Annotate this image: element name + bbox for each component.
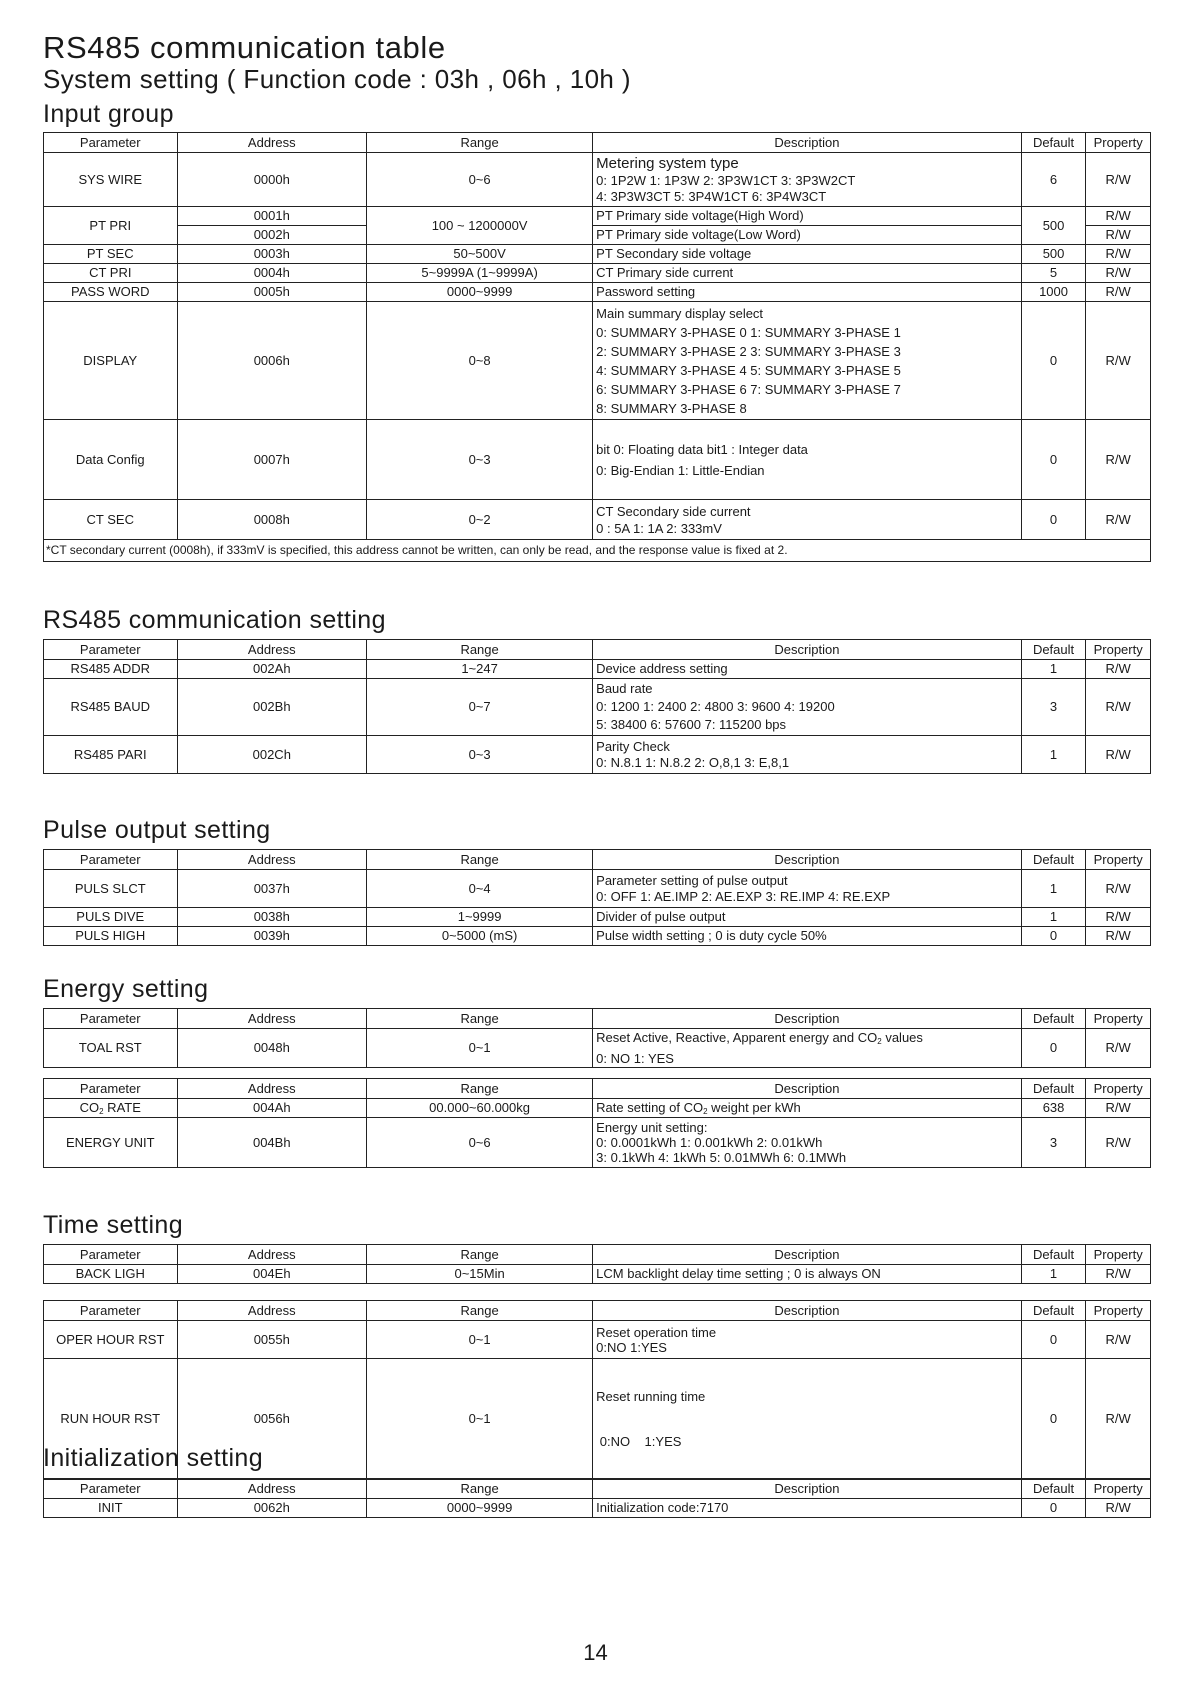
cell-param: PASS WORD [44, 283, 178, 302]
cell-description: CT Primary side current [593, 264, 1022, 283]
header-default: Default [1021, 1301, 1086, 1321]
desc-line: Main summary display select [596, 305, 764, 321]
table-header-row [44, 1079, 1151, 1099]
desc-line: 0: Big-Endian 1: Little-Endian [596, 462, 765, 478]
param-text: CO [79, 1099, 100, 1115]
cell-property: R/W [1086, 1099, 1151, 1118]
header-parameter: Parameter [44, 1301, 178, 1321]
cell-param: RS485 PARI [44, 736, 178, 774]
cell-param: RUN HOUR RST [44, 1359, 178, 1480]
cell-address: 004Eh [177, 1265, 367, 1284]
cell-default: 1 [1021, 736, 1086, 774]
desc-line: 0: 0.0001kWh 1: 0.001kWh 2: 0.01kWh [596, 1135, 823, 1150]
cell-range: 0~4 [367, 870, 593, 908]
table-row [44, 1321, 1151, 1359]
cell-default: 1 [1021, 870, 1086, 908]
subscript: 2 [877, 1037, 882, 1046]
table-row [44, 153, 1151, 207]
header-property: Property [1086, 1245, 1151, 1265]
cell-param: ENERGY UNIT [44, 1118, 178, 1168]
energy-unit-table [43, 1078, 1151, 1168]
cell-param: OPER HOUR RST [44, 1321, 178, 1359]
header-description: Description [593, 1301, 1022, 1321]
cell-range: 00.000~60.000kg [367, 1099, 593, 1118]
cell-address: 0037h [177, 870, 367, 908]
cell-range: 50~500V [367, 245, 593, 264]
cell-description: Device address setting [593, 660, 1022, 679]
table-header-row [44, 1479, 1151, 1499]
cell-property: R/W [1086, 1359, 1151, 1480]
cell-description: LCM backlight delay time setting ; 0 is always ON [593, 1265, 1022, 1284]
cell-range: 0000~9999 [367, 1499, 593, 1518]
cell-property: R/W [1086, 1118, 1151, 1168]
desc-line: CT Secondary side current [596, 503, 751, 519]
cell-description: Pulse width setting ; 0 is duty cycle 50% [593, 927, 1022, 946]
cell-property: R/W [1086, 245, 1151, 264]
cell-param: PT PRI [44, 207, 178, 245]
cell-param: BACK LIGH [44, 1265, 178, 1284]
cell-property: R/W [1086, 1265, 1151, 1284]
backlight-table [43, 1244, 1151, 1284]
header-range: Range [367, 1301, 593, 1321]
cell-default: 1 [1021, 908, 1086, 927]
table-row [44, 927, 1151, 946]
cell-param: CT PRI [44, 264, 178, 283]
cell-address: 0005h [177, 283, 367, 302]
desc-line: 0: N.8.1 1: N.8.2 2: O,8,1 3: E,8,1 [596, 754, 790, 770]
desc-line: bit 0: Floating data bit1 : Integer data [596, 441, 808, 457]
header-description: Description [593, 1245, 1022, 1265]
desc-line: 0:NO 1:YES [596, 1339, 667, 1355]
cell-param: CT SEC [44, 500, 178, 540]
header-parameter: Parameter [44, 640, 178, 660]
section-heading-time: Time setting [43, 1211, 184, 1239]
header-parameter: Parameter [44, 1245, 178, 1265]
cell-description [593, 500, 1022, 540]
cell-range: 0~7 [367, 679, 593, 736]
cell-address: 002Bh [177, 679, 367, 736]
desc-line: Metering system type [596, 154, 739, 172]
cell-range: 1~9999 [367, 908, 593, 927]
table-row [44, 870, 1151, 908]
section-heading-energy: Energy setting [43, 975, 209, 1003]
desc-line: Parameter setting of pulse output [596, 872, 788, 888]
header-range: Range [367, 1009, 593, 1029]
header-range: Range [367, 1245, 593, 1265]
ct-secondary-note: *CT secondary current (0008h), if 333mV is specified, this address cannot be written, can only be read, and the response value is fixed at 2. [44, 540, 1151, 562]
table-header-row [44, 133, 1151, 153]
cell-range: 5~9999A (1~9999A) [367, 264, 593, 283]
cell-description [593, 1099, 1022, 1118]
table-row [44, 1265, 1151, 1284]
input-group-table [43, 132, 1151, 562]
section-heading-initialization: Initialization setting [43, 1444, 264, 1472]
header-description: Description [593, 1479, 1022, 1499]
cell-default: 0 [1021, 927, 1086, 946]
cell-address: 0003h [177, 245, 367, 264]
header-range: Range [367, 1079, 593, 1099]
section-heading-input-group: Input group [43, 100, 174, 128]
cell-address: 0002h [177, 226, 367, 245]
cell-description [593, 1359, 1022, 1480]
header-default: Default [1021, 1079, 1086, 1099]
cell-property: R/W [1086, 870, 1151, 908]
section-heading-rs485: RS485 communication setting [43, 606, 386, 634]
desc-line: Parity Check [596, 738, 670, 754]
header-default: Default [1021, 850, 1086, 870]
desc-line: 0: 1200 1: 2400 2: 4800 3: 9600 4: 19200 [596, 699, 835, 714]
cell-default: 6 [1021, 153, 1086, 207]
cell-range: 1~247 [367, 660, 593, 679]
cell-default: 0 [1021, 420, 1086, 500]
cell-default: 1 [1021, 1265, 1086, 1284]
cell-property: R/W [1086, 736, 1151, 774]
table-row [44, 908, 1151, 927]
cell-description [593, 153, 1022, 207]
header-address: Address [177, 640, 367, 660]
table-note-row [44, 540, 1151, 562]
header-parameter: Parameter [44, 850, 178, 870]
header-description: Description [593, 640, 1022, 660]
desc-line: 5: 38400 6: 57600 7: 115200 bps [596, 717, 787, 732]
cell-address: 002Ch [177, 736, 367, 774]
pulse-table [43, 849, 1151, 946]
subscript: 2 [703, 1106, 708, 1116]
cell-param: TOAL RST [44, 1029, 178, 1068]
cell-description [593, 302, 1022, 420]
desc-line: 0:NO 1:YES [596, 1434, 682, 1449]
desc-line: Baud rate [596, 681, 653, 696]
desc-line: 0: OFF 1: AE.IMP 2: AE.EXP 3: RE.IMP 4: RE.EXP [596, 888, 891, 904]
header-range: Range [367, 850, 593, 870]
param-text: RATE [103, 1099, 141, 1115]
table-header-row [44, 1245, 1151, 1265]
table-row [44, 207, 1151, 226]
header-description: Description [593, 133, 1022, 153]
header-address: Address [177, 1245, 367, 1265]
cell-param: PULS DIVE [44, 908, 178, 927]
header-default: Default [1021, 1245, 1086, 1265]
header-address: Address [177, 133, 367, 153]
table-row [44, 1118, 1151, 1168]
cell-range: 100 ~ 1200000V [367, 207, 593, 245]
desc-line: 4: 3P3W3CT 5: 3P4W1CT 6: 3P4W3CT [596, 188, 827, 204]
desc-line: 0: 1P2W 1: 1P3W 2: 3P3W1CT 3: 3P3W2CT [596, 172, 856, 188]
desc-line: 0: SUMMARY 3-PHASE 0 1: SUMMARY 3-PHASE 1 [596, 324, 901, 340]
desc-line: 4: SUMMARY 3-PHASE 4 5: SUMMARY 3-PHASE 5 [596, 362, 901, 378]
cell-range: 0~6 [367, 153, 593, 207]
cell-default: 1000 [1021, 283, 1086, 302]
header-address: Address [177, 1079, 367, 1099]
header-property: Property [1086, 850, 1151, 870]
cell-default: 638 [1021, 1099, 1086, 1118]
header-address: Address [177, 1479, 367, 1499]
desc-line: Energy unit setting: [596, 1120, 708, 1135]
header-default: Default [1021, 133, 1086, 153]
cell-description: PT Primary side voltage(High Word) [593, 207, 1022, 226]
cell-description: Divider of pulse output [593, 908, 1022, 927]
cell-param: RS485 BAUD [44, 679, 178, 736]
header-range: Range [367, 640, 593, 660]
header-address: Address [177, 1009, 367, 1029]
table-row [44, 500, 1151, 540]
cell-address: 004Ah [177, 1099, 367, 1118]
cell-range: 0~3 [367, 736, 593, 774]
page-number: 14 [583, 1640, 608, 1665]
header-parameter: Parameter [44, 133, 178, 153]
cell-description: Initialization code:7170 [593, 1499, 1022, 1518]
cell-property: R/W [1086, 420, 1151, 500]
cell-property: R/W [1086, 1321, 1151, 1359]
table-row [44, 1499, 1151, 1518]
cell-range: 0~3 [367, 420, 593, 500]
cell-param: SYS WIRE [44, 153, 178, 207]
cell-description [593, 736, 1022, 774]
cell-description: Password setting [593, 283, 1022, 302]
cell-description [593, 1029, 1022, 1068]
cell-description: PT Primary side voltage(Low Word) [593, 226, 1022, 245]
table-header-row [44, 1009, 1151, 1029]
cell-param: PULS HIGH [44, 927, 178, 946]
cell-default: 5 [1021, 264, 1086, 283]
cell-property: R/W [1086, 283, 1151, 302]
cell-property: R/W [1086, 1029, 1151, 1068]
desc-text: values [881, 1030, 923, 1045]
header-description: Description [593, 1009, 1022, 1029]
header-address: Address [177, 1301, 367, 1321]
desc-line [596, 1029, 1021, 1050]
desc-line: 0: NO 1: YES [596, 1051, 674, 1066]
desc-text: weight per kWh [707, 1099, 801, 1115]
desc-text: Rate setting of CO [596, 1099, 704, 1115]
cell-address: 0000h [177, 153, 367, 207]
cell-range: 0~1 [367, 1029, 593, 1068]
cell-address: 0056h [177, 1359, 367, 1480]
header-default: Default [1021, 640, 1086, 660]
table-row [44, 1099, 1151, 1118]
header-property: Property [1086, 133, 1151, 153]
page-title: RS485 communication table [43, 30, 446, 65]
cell-description: PT Secondary side voltage [593, 245, 1022, 264]
cell-default: 3 [1021, 1118, 1086, 1168]
header-property: Property [1086, 1479, 1151, 1499]
cell-range: 0000~9999 [367, 283, 593, 302]
table-row [44, 420, 1151, 500]
cell-address: 0001h [177, 207, 367, 226]
header-property: Property [1086, 1301, 1151, 1321]
cell-description [593, 870, 1022, 908]
header-default: Default [1021, 1479, 1086, 1499]
initialization-table [43, 1478, 1151, 1518]
cell-property: R/W [1086, 927, 1151, 946]
cell-param: RS485 ADDR [44, 660, 178, 679]
cell-default: 500 [1021, 207, 1086, 245]
desc-line: Reset running time [596, 1389, 706, 1404]
cell-address: 0008h [177, 500, 367, 540]
cell-default: 0 [1021, 500, 1086, 540]
cell-property: R/W [1086, 302, 1151, 420]
table-row [44, 679, 1151, 736]
cell-default: 0 [1021, 1321, 1086, 1359]
cell-property: R/W [1086, 264, 1151, 283]
cell-param [44, 1099, 178, 1118]
cell-param: PT SEC [44, 245, 178, 264]
cell-address: 0039h [177, 927, 367, 946]
header-property: Property [1086, 1009, 1151, 1029]
cell-property: R/W [1086, 908, 1151, 927]
header-range: Range [367, 1479, 593, 1499]
desc-line: 8: SUMMARY 3-PHASE 8 [596, 400, 747, 416]
cell-range: 0~2 [367, 500, 593, 540]
table-row [44, 302, 1151, 420]
desc-text: Reset Active, Reactive, Apparent energy and CO [596, 1030, 878, 1045]
cell-address: 0004h [177, 264, 367, 283]
table-row [44, 736, 1151, 774]
cell-property: R/W [1086, 207, 1151, 226]
table-row [44, 1029, 1151, 1068]
cell-default: 0 [1021, 1499, 1086, 1518]
table-header-row [44, 1301, 1151, 1321]
cell-property: R/W [1086, 1499, 1151, 1518]
table-row [44, 264, 1151, 283]
header-description: Description [593, 1079, 1022, 1099]
cell-address: 004Bh [177, 1118, 367, 1168]
cell-range: 0~1 [367, 1359, 593, 1480]
header-property: Property [1086, 1079, 1151, 1099]
cell-range: 0~6 [367, 1118, 593, 1168]
cell-default: 1 [1021, 660, 1086, 679]
cell-property: R/W [1086, 153, 1151, 207]
cell-default: 0 [1021, 1359, 1086, 1480]
cell-default: 3 [1021, 679, 1086, 736]
cell-property: R/W [1086, 500, 1151, 540]
cell-param: PULS SLCT [44, 870, 178, 908]
header-parameter: Parameter [44, 1479, 178, 1499]
table-header-row [44, 850, 1151, 870]
header-default: Default [1021, 1009, 1086, 1029]
rs485-table [43, 639, 1151, 774]
cell-property: R/W [1086, 226, 1151, 245]
cell-range: 0~5000 (mS) [367, 927, 593, 946]
table-row [44, 226, 1151, 245]
cell-address: 0048h [177, 1029, 367, 1068]
cell-description [593, 679, 1022, 736]
cell-address: 0038h [177, 908, 367, 927]
header-property: Property [1086, 640, 1151, 660]
header-range: Range [367, 133, 593, 153]
cell-description [593, 420, 1022, 500]
subscript: 2 [99, 1106, 104, 1116]
table-header-row [44, 640, 1151, 660]
header-parameter: Parameter [44, 1009, 178, 1029]
cell-address: 0007h [177, 420, 367, 500]
cell-address: 0006h [177, 302, 367, 420]
energy-reset-table [43, 1008, 1151, 1068]
desc-line: 0 : 5A 1: 1A 2: 333mV [596, 520, 722, 536]
cell-range: 0~8 [367, 302, 593, 420]
cell-default: 0 [1021, 1029, 1086, 1068]
desc-line: 6: SUMMARY 3-PHASE 6 7: SUMMARY 3-PHASE 7 [596, 381, 901, 397]
cell-description [593, 1118, 1022, 1168]
cell-range: 0~1 [367, 1321, 593, 1359]
cell-param: INIT [44, 1499, 178, 1518]
cell-property: R/W [1086, 679, 1151, 736]
table-row [44, 283, 1151, 302]
desc-line: 2: SUMMARY 3-PHASE 2 3: SUMMARY 3-PHASE 3 [596, 343, 901, 359]
header-address: Address [177, 850, 367, 870]
cell-range: 0~15Min [367, 1265, 593, 1284]
header-parameter: Parameter [44, 1079, 178, 1099]
cell-property: R/W [1086, 660, 1151, 679]
desc-line: Reset operation time [596, 1324, 717, 1340]
table-row [44, 660, 1151, 679]
cell-param: Data Config [44, 420, 178, 500]
cell-default: 0 [1021, 302, 1086, 420]
table-row [44, 245, 1151, 264]
desc-line: 3: 0.1kWh 4: 1kWh 5: 0.01MWh 6: 0.1MWh [596, 1150, 847, 1165]
cell-description [593, 1321, 1022, 1359]
section-heading-pulse: Pulse output setting [43, 816, 271, 844]
cell-address: 0055h [177, 1321, 367, 1359]
cell-param: DISPLAY [44, 302, 178, 420]
page-subtitle: System setting ( Function code : 03h , 06h , 10h ) [43, 64, 631, 94]
header-description: Description [593, 850, 1022, 870]
cell-address: 002Ah [177, 660, 367, 679]
cell-default: 500 [1021, 245, 1086, 264]
cell-address: 0062h [177, 1499, 367, 1518]
